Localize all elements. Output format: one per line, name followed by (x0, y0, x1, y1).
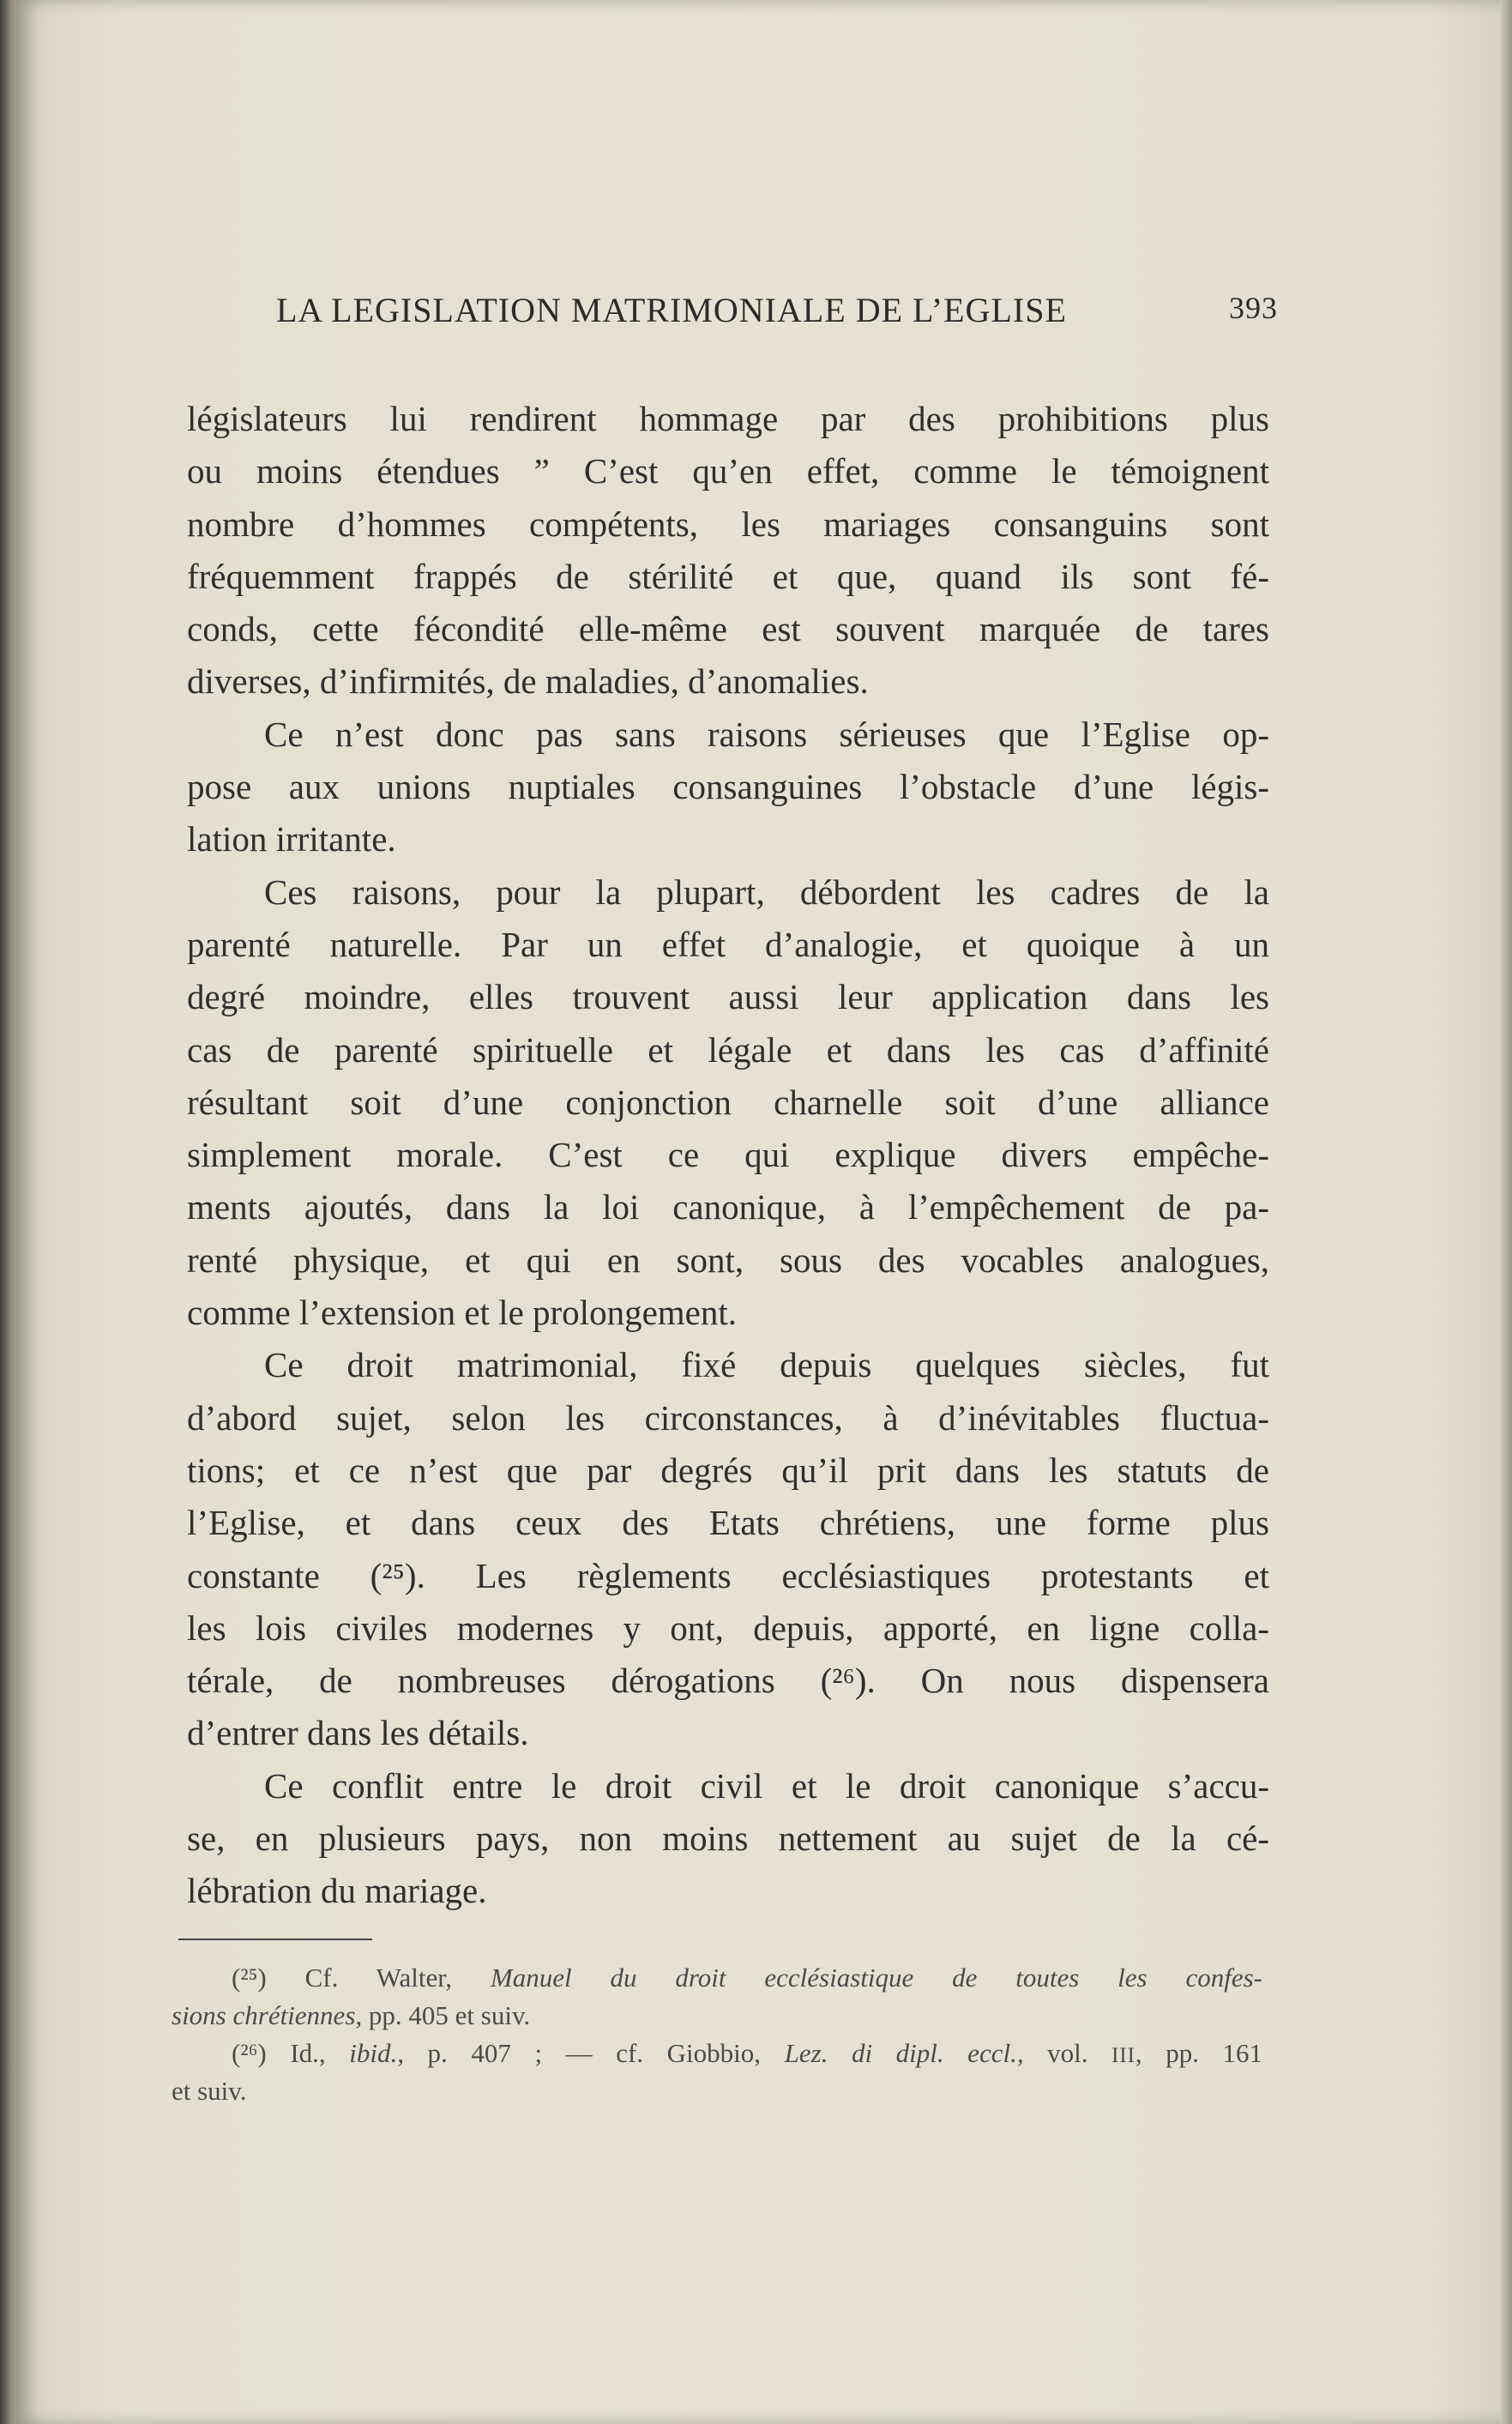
footnote-title: Manuel du droit ecclésiastique de toutes les confes- (490, 1963, 1262, 1993)
text-line: ou moins étendues ” C’est qu’en effet, comme le témoignent (187, 451, 1269, 491)
text-line: les lois civiles modernes y ont, depuis, apporté, en ligne colla- (187, 1607, 1269, 1648)
page-edge (1500, 0, 1512, 2424)
footnote-page: p. 407 ; — cf. Giobbio, (427, 2038, 761, 2068)
text-line: d’abord sujet, selon les circonstances, à d’inévitables fluctua- (187, 1397, 1269, 1438)
paragraph-start: Ce n’est donc pas sans raisons sérieuses que l’Eglise op- (264, 714, 1269, 754)
text-line: conds, cette fécondité elle-même est souvent marquée de tares (187, 609, 1269, 649)
text-line: lébration du mariage. (187, 1871, 487, 1911)
footnote-vol: vol. (1047, 2038, 1088, 2068)
text-line: l’Eglise, et dans ceux des Etats chrétiens, une forme plus (187, 1503, 1269, 1543)
footnotes (172, 1959, 1262, 2110)
text-line: nombre d’hommes compétents, les mariages consanguins sont (187, 503, 1269, 544)
footnote-work: Lez. di dipl. eccl., (784, 2038, 1024, 2068)
paragraph-start: Ce droit matrimonial, fixé depuis quelques siècles, fut (264, 1345, 1269, 1385)
text-line: ments ajoutés, dans la loi canonique, à l’empêchement de pa- (187, 1187, 1269, 1227)
text-line: législateurs lui rendirent hommage par des prohibitions plus (187, 399, 1269, 438)
footnote-26: (²⁶) Id., ibid., p. 407 ; — cf. Giobbio, Lez. di dipl. eccl., vol. III, pp. 161 (232, 2038, 1263, 2068)
body-text (187, 393, 1269, 1918)
text-line: simplement morale. C’est ce qui explique divers empêche- (187, 1135, 1269, 1175)
footnote-pages: pp. 405 et suiv. (368, 2000, 531, 2030)
text-line: parenté naturelle. Par un effet d’analogie, et quoique à un (187, 924, 1269, 964)
text-line: lation irritante. (187, 819, 396, 859)
text-line: renté physique, et qui en sont, sous des vocables analogues, (187, 1239, 1269, 1280)
footnote-lead: Id., (290, 2038, 326, 2068)
text-line: diverses, d’infirmités, de maladies, d’anomalies. (187, 661, 869, 702)
footnote-marker: (²⁶) (232, 2038, 267, 2068)
text-line: constante (²⁵). Les règlements ecclésiastiques protestants et (187, 1555, 1269, 1595)
footnote-25-cont (172, 1997, 1262, 2035)
footnote-ibid: ibid., (349, 2038, 404, 2068)
text-line: résultant soit d’une conjonction charnelle soit d’une alliance (187, 1082, 1269, 1122)
footnote-vol-num: III (1111, 2044, 1136, 2067)
text-line: d’entrer dans les détails. (187, 1713, 529, 1753)
footnote-title-cont: sions chrétiennes, (172, 2000, 363, 2030)
text-line: cas de parenté spirituelle et légale et dans les cas d’affinité (187, 1029, 1269, 1070)
footnote-rule (178, 1939, 372, 1940)
paragraph-start: Ces raisons, pour la plupart, débordent les cadres de la (264, 871, 1269, 912)
running-head-title: LA LEGISLATION MATRIMONIALE DE L’EGLISE (276, 291, 1067, 329)
paragraph-start: Ce conflit entre le droit civil et le droit canonique s’accu- (264, 1765, 1269, 1806)
text-line: degré moindre, elles trouvent aussi leur application dans les (187, 977, 1269, 1017)
footnote-marker: (²⁵) (232, 1963, 267, 1993)
text-line: se, en plusieurs pays, non moins nettement au sujet de la cé- (187, 1818, 1269, 1859)
text-line: térale, de nombreuses dérogations (²⁶). On nous dispensera (187, 1661, 1269, 1701)
text-line: fréquemment frappés de stérilité et que, quand ils sont fé- (187, 556, 1269, 596)
running-head (276, 290, 1278, 331)
text-line: pose aux unions nuptiales consanguines l’obstacle d’une légis- (187, 767, 1269, 807)
text-line: comme l’extension et le prolongement. (187, 1293, 738, 1333)
footnote-25 (172, 1959, 1262, 1997)
footnote-pages: pp. 161 (1166, 2038, 1263, 2068)
text-line: tions; et ce n’est que par degrés qu’il prit dans les statuts de (187, 1450, 1269, 1490)
page-number: 393 (1229, 291, 1278, 325)
footnote-26-cont: et suiv. (172, 2076, 247, 2106)
footnote-author: Cf. Walter, (304, 1963, 453, 1993)
